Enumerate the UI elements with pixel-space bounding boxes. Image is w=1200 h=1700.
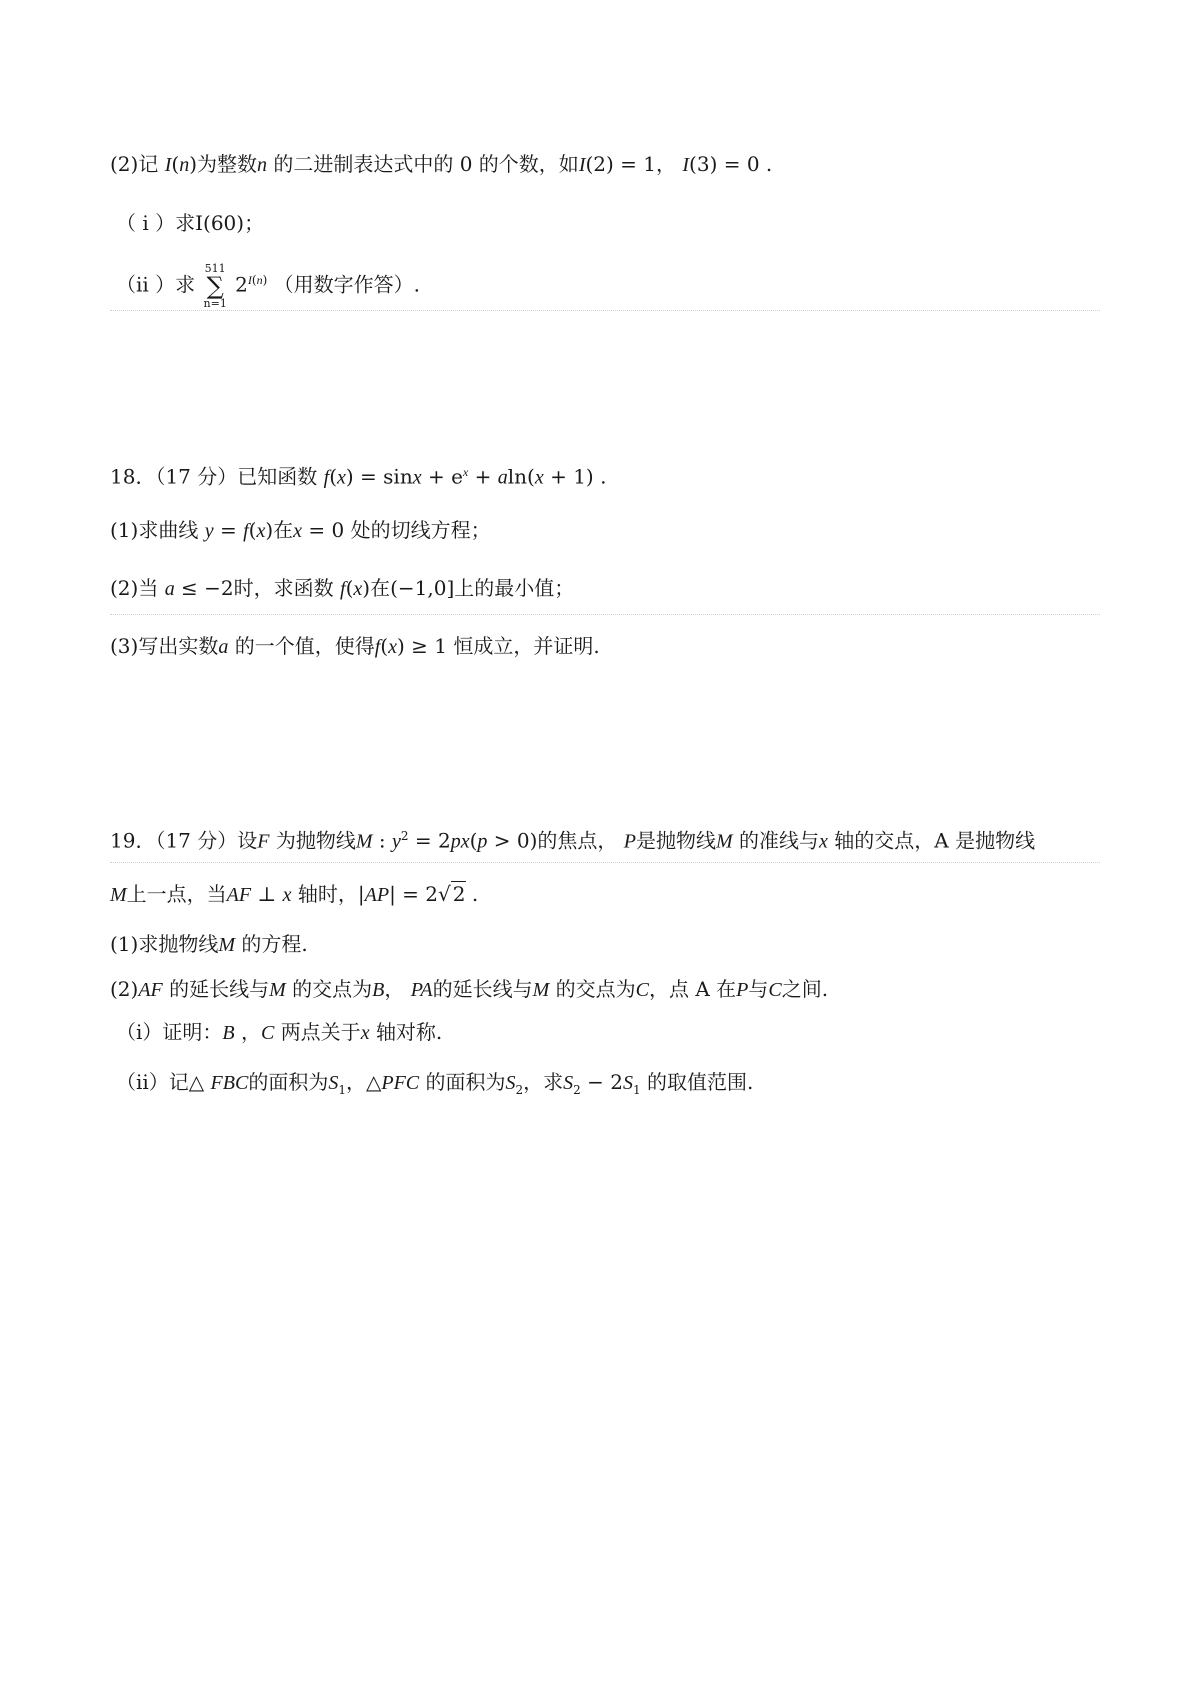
q19-line2: M上一点，当AF ⊥ x 轴时，|AP| = 2√ 2 . [110, 882, 479, 906]
q19-header: 19．（17 分）设F 为抛物线M : $y^2 = 2px(p > 0)$的焦点， P是抛物线M 的准线与x 轴的交点，A 是抛物线 [110, 828, 1036, 853]
q19-part2-i: （i）证明：B ，C 两点关于x 轴对称. [116, 1020, 443, 1044]
q17-part2-ii: （ii ）求 511 ∑ n=1 $2^{I(n)}$ （用数字作答）. [116, 262, 421, 311]
dotted-divider [110, 614, 1100, 615]
q19-part2-ii: （ii）记△ FBC的面积为$S_1$，△PFC 的面积为$S_2$，求$S_2 - 2S_1$ 的取值范围. [116, 1070, 754, 1097]
dotted-divider [110, 862, 1100, 863]
q18-part3: (3)写出实数a 的一个值，使得f(x) ≥ 1 恒成立，并证明. [110, 634, 600, 658]
q19-part2: (2)AF 的延长线与M 的交点为B， PA的延长线与M 的交点为C，点 A 在P与C之间. [110, 977, 829, 1001]
q17-part2: (2)记 I(n)为整数n 的二进制表达式中的 0 的个数，如I(2) = 1， I(3) = 0 . [110, 152, 773, 176]
summation-symbol: 511 ∑ n=1 [203, 262, 227, 311]
q18-part1: (1)求曲线 y = f(x)在x = 0 处的切线方程； [110, 518, 491, 542]
q19-part1: (1)求抛物线M 的方程. [110, 932, 308, 956]
q18-part2: (2)当 a ≤ −2时，求函数 f(x)在(−1,0]上的最小值； [110, 576, 575, 600]
q17-part2-i: （ i ）求I(60)； [116, 211, 265, 235]
dotted-divider [110, 310, 1100, 311]
q18-header: 18．（17 分）已知函数 $f(x) = \sin x + e^x + aln(x + 1)$ . [110, 464, 607, 489]
